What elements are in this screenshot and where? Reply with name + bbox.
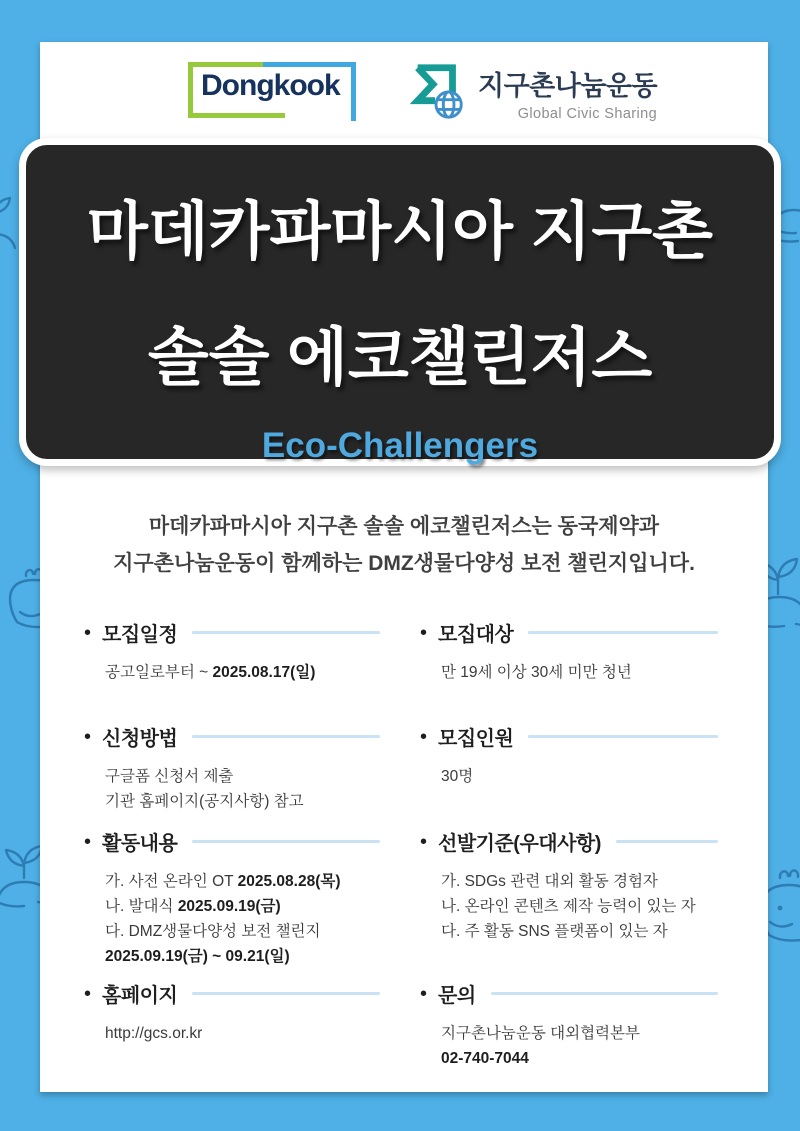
section-body [420,660,718,685]
section-underline [616,840,718,843]
section-heading [420,979,718,1008]
section-underline [491,992,718,995]
text: 나. 온라인 콘텐츠 제작 능력이 있는 자 [441,898,696,916]
bullet-icon: • [420,725,428,748]
info-grid [84,618,718,1071]
section-body [420,1021,718,1071]
text: 다. DMZ생물다양성 보전 챌린지 [105,923,321,941]
section-body [420,764,718,789]
bold-text: 02-740-7044 [441,1050,529,1068]
bullet-icon: • [84,725,92,748]
section-underline [192,631,380,634]
body-line [105,660,380,685]
body-line [105,894,380,919]
info-section [84,722,380,814]
section-underline [528,631,718,634]
section-heading [420,827,718,856]
body-line [441,919,718,944]
bullet-icon: • [84,621,92,644]
section-underline [192,735,380,738]
text: 다. 주 활동 SNS 플랫폼이 있는 자 [441,923,668,941]
body-line [441,764,718,789]
text: 가. SDGs 관련 대외 활동 경험자 [441,873,658,890]
body-line [441,1021,718,1046]
section-body [84,869,380,969]
text: 기관 홈페이지(공지사항) 참고 [105,793,304,811]
gcs-logo-text [478,60,657,122]
bullet-icon: • [84,830,92,853]
poster-title-line2: 솔솔 에코챌린저스 [147,323,653,393]
section-title: 선발기준(우대사항) [438,833,601,855]
section-underline [192,992,380,995]
info-section [420,979,718,1071]
sprout-doodle-edge-left [0,190,18,270]
gcs-logo-name: 지구촌나눔운동 [478,71,658,101]
intro-line1: 마데카파마시아 지구촌 솔솔 에코챌린저스는 동국제약과 [148,515,660,538]
body-line [105,764,380,789]
section-heading [84,722,380,751]
text: 가. 사전 온라인 OT [105,873,238,890]
body-line [105,1021,380,1046]
section-body [420,869,718,944]
section-title: 신청방법 [102,728,178,750]
section-underline [192,840,380,843]
section-heading [84,827,380,856]
gcs-logo-subtitle: Global Civic Sharing [517,106,658,122]
bold-text: 2025.08.17(일) [212,664,316,681]
info-section [84,618,380,685]
poster-title-line1: 마데카파마시아 지구촌 [86,197,714,267]
dongkook-logo-text: Dongkook [201,69,340,102]
text: 공고일로부터 ~ [105,664,213,681]
body-line [441,1046,718,1071]
text: http://gcs.or.kr [105,1025,203,1042]
info-section [420,827,718,944]
bold-text: 2025.09.19(금) [177,898,281,916]
body-line [105,869,380,894]
dongkook-logo [188,62,356,122]
body-line [105,944,380,969]
section-title: 모집일정 [102,624,178,646]
info-section [84,827,380,969]
section-title: 모집인원 [438,728,514,750]
section-body [84,1021,380,1046]
title-banner [19,138,781,466]
body-line [441,869,718,894]
section-heading [420,618,718,647]
section-heading [84,979,380,1008]
poster-subtitle: Eco-Challengers [261,426,539,465]
body-line [105,919,380,944]
section-body [84,660,380,685]
body-line [441,660,718,685]
intro-paragraph [40,508,768,583]
section-underline [528,735,718,738]
info-section [420,618,718,685]
bullet-icon: • [420,982,428,1005]
section-title: 모집대상 [438,624,514,646]
info-section [420,722,718,789]
text: 만 19세 이상 30세 미만 청년 [441,664,632,681]
text: 구글폼 신청서 제출 [105,768,234,785]
body-line [105,789,380,814]
section-heading [420,722,718,751]
section-title: 홈페이지 [102,985,178,1007]
text: 나. 발대식 [105,898,178,916]
body-line [441,894,718,919]
section-heading [84,618,380,647]
section-title: 활동내용 [102,833,178,855]
bold-text: 2025.09.19(금) ~ 09.21(일) [105,948,290,966]
text: 지구촌나눔운동 대외협력본부 [441,1025,640,1042]
gcs-globe-icon [406,60,468,122]
bullet-icon: • [84,982,92,1005]
gcs-logo [406,60,657,122]
section-body [84,764,380,814]
bullet-icon: • [420,621,428,644]
bullet-icon: • [420,830,428,853]
text: 30명 [441,768,474,785]
info-section [84,979,380,1046]
section-title: 문의 [438,985,476,1007]
bold-text: 2025.08.28(목) [237,873,341,890]
intro-line2: 지구촌나눔운동이 함께하는 DMZ생물다양성 보전 챌린지입니다. [113,552,695,576]
